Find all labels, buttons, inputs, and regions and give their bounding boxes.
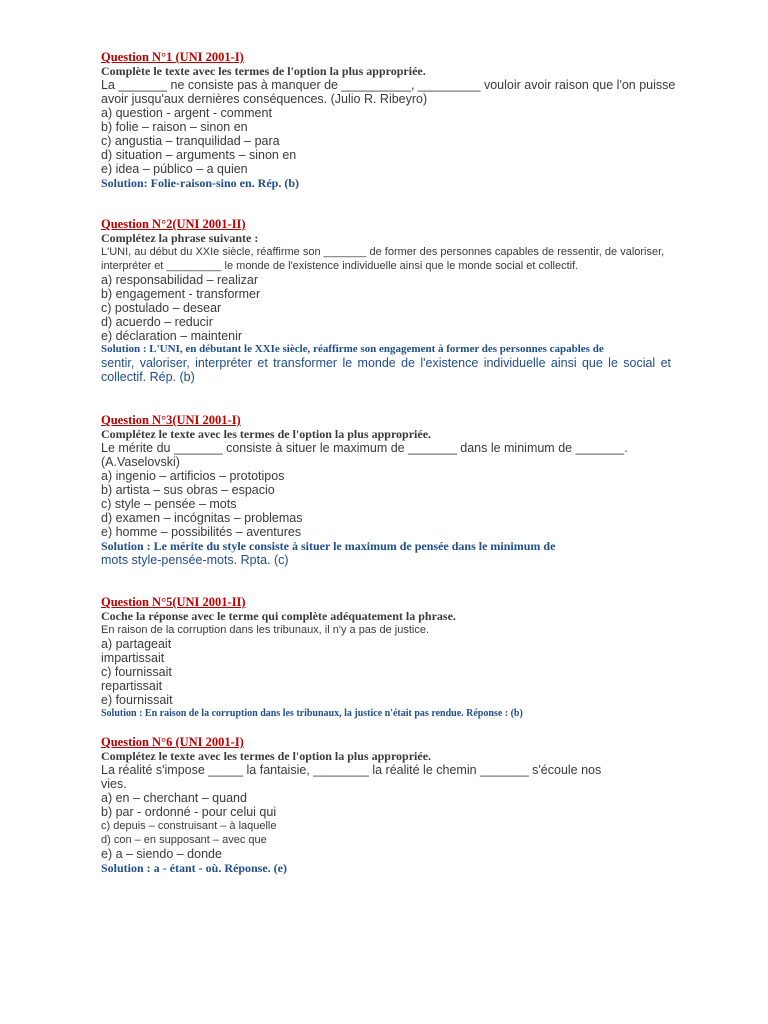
question-5-title: Question N°5(UNI 2001-II)	[101, 595, 246, 609]
question-3-option-b: b) artista – sus obras – espacio	[101, 483, 275, 497]
question-6-title: Question N°6 (UNI 2001-I)	[101, 735, 244, 749]
question-6-option-b: b) par - ordonné - pour celui qui	[101, 805, 277, 819]
question-5-option-d: repartissait	[101, 679, 163, 693]
question-1	[101, 50, 676, 190]
question-6-solution: Solution : a - étant - où. Réponse. (e)	[101, 861, 287, 875]
question-6-option-d: d) con – en supposant – avec que	[101, 834, 267, 846]
question-3-option-d: d) examen – incógnitas – problemas	[101, 511, 303, 525]
question-2-option-d: d) acuerdo – reducir	[101, 315, 213, 329]
question-1-option-b: b) folie – raison – sinon en	[101, 120, 248, 134]
question-2-title: Question N°2(UNI 2001-II)	[101, 217, 246, 231]
question-1-option-c: c) angustia – tranquilidad – para	[101, 134, 280, 148]
question-1-text-line-1: La _______ ne consiste pas à manquer de __________, _________ vouloir avoir raison que l'on puisse	[101, 78, 676, 92]
question-6-option-c: c) depuis – construisant – à laquelle	[101, 820, 277, 832]
question-6-option-a: a) en – cherchant – quand	[101, 791, 247, 805]
question-1-instruction: Complète le texte avec les termes de l'option la plus appropriée.	[101, 64, 426, 78]
question-2-option-e: e) déclaration – maintenir	[101, 329, 243, 343]
question-5-instruction: Coche la réponse avec le terme qui complète adéquatement la phrase.	[101, 609, 456, 623]
question-1-solution: Solution: Folie-raison-sino en. Rép. (b)	[101, 176, 300, 190]
question-3-option-c: c) style – pensée – mots	[101, 497, 237, 511]
question-3-title: Question N°3(UNI 2001-I)	[101, 413, 241, 427]
question-3-option-a: a) ingenio – artificios – prototipos	[101, 469, 285, 483]
question-2	[101, 217, 671, 384]
question-1-option-d: d) situation – arguments – sinon en	[101, 148, 297, 162]
question-3-solution-line-2: mots style-pensée-mots. Rpta. (c)	[101, 553, 289, 567]
question-2-solution: Solution : L'UNI, en débutant le XXIe siècle, réaffirme son engagement à former des personnes capables de	[101, 343, 604, 355]
question-6	[101, 735, 671, 875]
question-3	[101, 413, 671, 567]
question-3-option-e: e) homme – possibilités – aventures	[101, 525, 302, 539]
question-5-solution: Solution : En raison de la corruption dans les tribunaux, la justice n'était pas rendue. Réponse : (b)	[101, 708, 523, 719]
question-6-text-line-2: vies.	[101, 777, 127, 791]
question-2-solution-line-3: collectif. Rép. (b)	[101, 370, 195, 384]
question-3-text-line-1: Le mérite du _______ consiste à situer le maximum de _______ dans le minimum de _______.	[101, 441, 628, 455]
question-2-instruction: Complétez la phrase suivante :	[101, 231, 259, 245]
question-1-option-e: e) idea – público – a quien	[101, 162, 248, 176]
question-5-option-a: a) partageait	[101, 637, 172, 651]
question-5-text-line-1: En raison de la corruption dans les tribunaux, il n'y a pas de justice.	[101, 624, 430, 636]
question-5	[101, 595, 671, 720]
question-6-instruction: Complétez le texte avec les termes de l'option la plus appropriée.	[101, 749, 432, 763]
question-2-text-line-2: interpréter et _________ le monde de l'existence individuelle ainsi que le monde social et collectif.	[101, 260, 579, 272]
question-1-option-a: a) question - argent - comment	[101, 106, 272, 120]
question-5-option-b: impartissait	[101, 651, 165, 665]
question-6-text-line-1: La réalité s'impose _____ la fantaisie, ________ la réalité le chemin _______ s'écoule nos	[101, 763, 602, 777]
question-2-option-a: a) responsabilidad – realizar	[101, 273, 259, 287]
question-3-instruction: Complétez le texte avec les termes de l'option la plus appropriée.	[101, 427, 432, 441]
question-1-text-line-2: avoir jusqu'aux dernières conséquences. (Julio R. Ribeyro)	[101, 92, 428, 106]
question-2-solution-line-2: sentir, valoriser, interpréter et transformer le monde de l'existence individuelle ainsi que le social et	[101, 356, 671, 370]
question-2-text-line-1: L'UNI, au début du XXIe siècle, réaffirme son _______ de former des personnes capables de ressentir, de valoriser,	[101, 246, 665, 258]
question-1-title: Question N°1 (UNI 2001-I)	[101, 50, 244, 64]
question-2-option-c: c) postulado – desear	[101, 301, 222, 315]
question-6-option-e: e) a – siendo – donde	[101, 847, 222, 861]
question-3-solution: Solution : Le mérite du style consiste à situer le maximum de pensée dans le minimum de	[101, 539, 556, 553]
question-3-text-line-2: (A.Vaselovski)	[101, 455, 180, 469]
question-2-option-b: b) engagement - transformer	[101, 287, 261, 301]
question-5-option-c: c) fournissait	[101, 665, 172, 679]
question-5-option-e: e) fournissait	[101, 693, 173, 707]
